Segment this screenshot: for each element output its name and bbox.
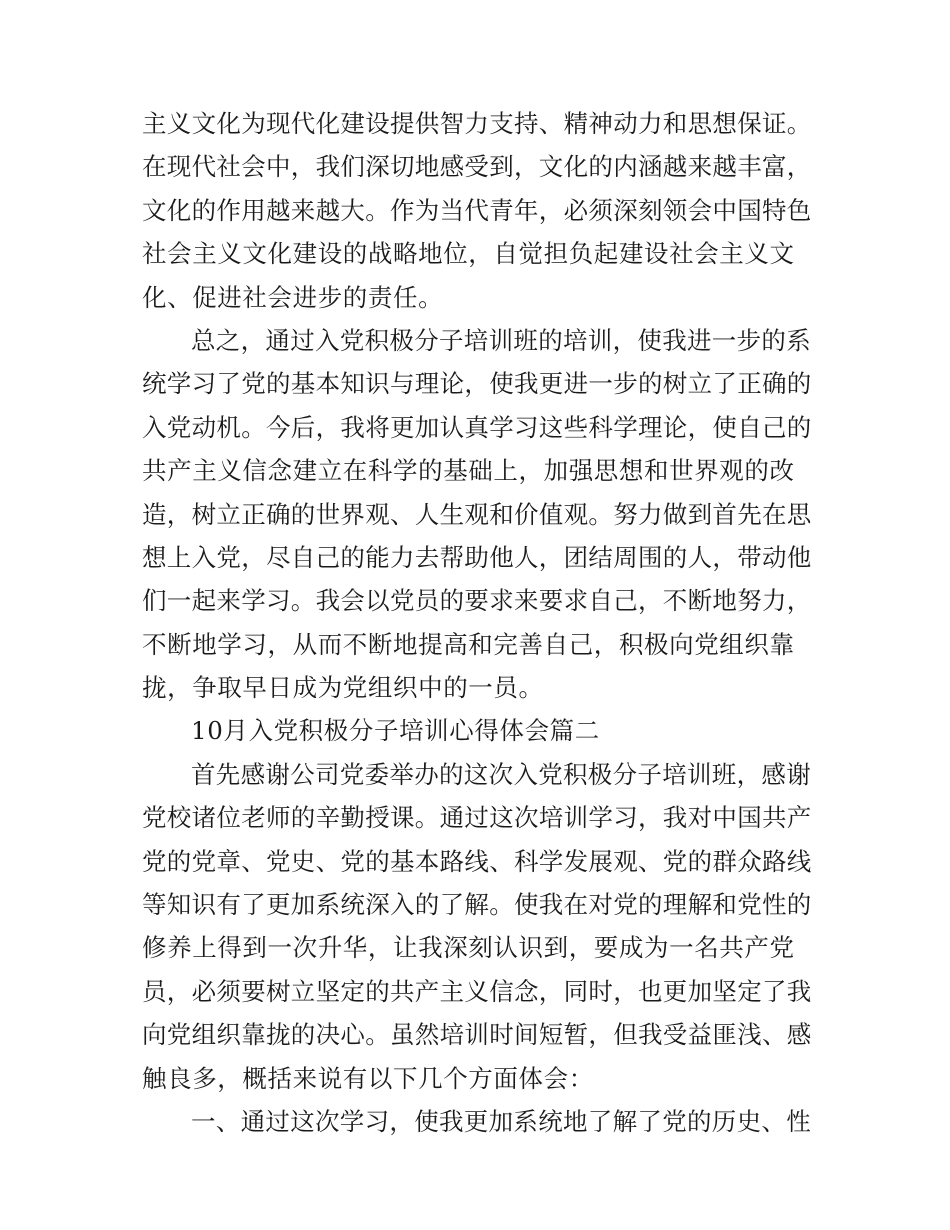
text-line: 主义文化为现代化建设提供智力支持、精神动力和思想保证。 — [142, 109, 812, 138]
text-line: 统学习了党的基本知识与理论，使我更进一步的树立了正确的 — [142, 369, 812, 399]
text-line: 总之，通过入党积极分子培训班的培训，使我进一步的系 — [191, 325, 811, 355]
text-line: 员，必须要树立坚定的共产主义信念，同时，也更加坚定了我 — [142, 976, 812, 1006]
text-line: 党的党章、党史、党的基本路线、科学发展观、党的群众路线 — [142, 846, 812, 876]
text-line: 首先感谢公司党委举办的这次入党积极分子培训班，感谢 — [191, 759, 811, 789]
text-line: 等知识有了更加系统深入的了解。使我在对党的理解和党性的 — [142, 890, 812, 920]
text-line: 在现代社会中，我们深切地感受到，文化的内涵越来越丰富， — [142, 152, 812, 182]
document-body — [142, 102, 814, 1143]
text-line: 文化的作用越来越大。作为当代青年，必须深刻领会中国特色 — [142, 195, 812, 225]
text-line: 党校诸位老师的辛勤授课。通过这次培训学习，我对中国共产 — [142, 803, 812, 833]
text-line: 修养上得到一次升华，让我深刻认识到，要成为一名共产党 — [142, 933, 795, 963]
text-line: 共产主义信念建立在科学的基础上，加强思想和世界观的改 — [142, 456, 795, 486]
text-line: 触良多，概括来说有以下几个方面体会： — [142, 1063, 594, 1093]
text-line: 想上入党，尽自己的能力去帮助他人，团结周围的人，带动他 — [142, 542, 812, 572]
text-line: 入党动机。今后，我将更加认真学习这些科学理论，使自己的 — [142, 412, 812, 442]
text-line: 向党组织靠拢的决心。虽然培训时间短暂，但我受益匪浅、感 — [142, 1020, 812, 1050]
text-line: 化、促进社会进步的责任。 — [142, 282, 444, 312]
text-line: 10月入党积极分子培训心得体会篇二 — [191, 716, 600, 746]
text-line: 不断地学习，从而不断地提高和完善自己，积极向党组织靠 — [142, 629, 795, 659]
text-line: 造，树立正确的世界观、人生观和价值观。努力做到首先在思 — [142, 499, 812, 529]
text-line: 拢，争取早日成为党组织中的一员。 — [142, 673, 544, 703]
text-line: 社会主义文化建设的战略地位，自觉担负起建设社会主义文 — [142, 239, 795, 269]
text-line: 们一起来学习。我会以党员的要求来要求自己，不断地努力， — [142, 586, 812, 616]
text-line: 一、通过这次学习，使我更加系统地了解了党的历史、性 — [191, 1106, 811, 1136]
